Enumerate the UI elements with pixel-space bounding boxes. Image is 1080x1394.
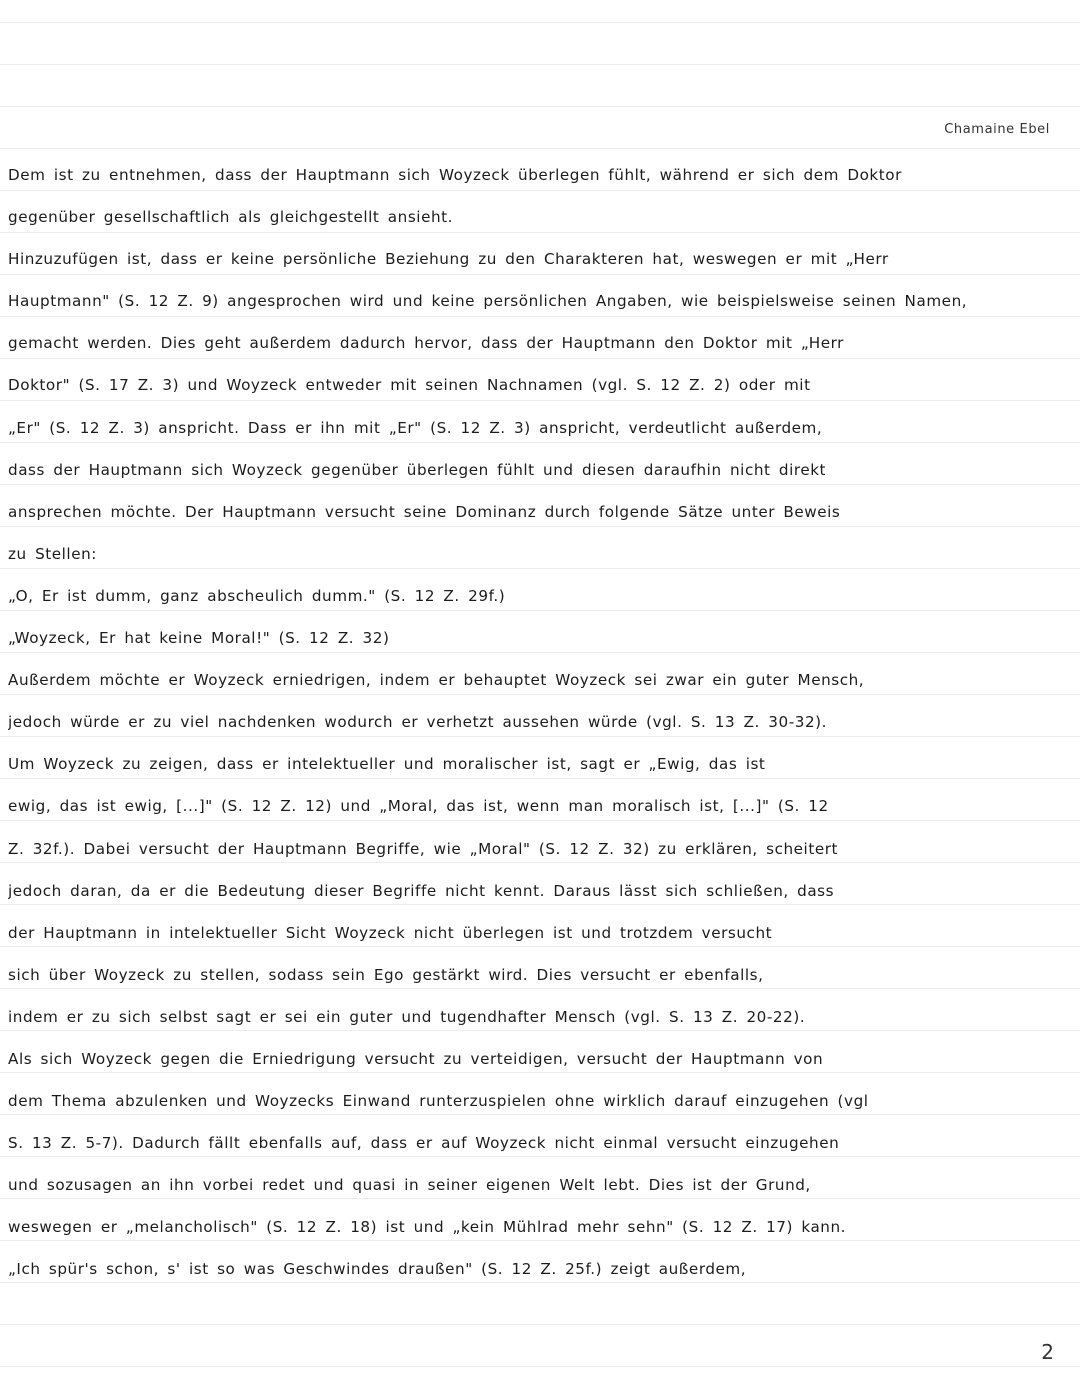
text-line: indem er zu sich selbst sagt er sei ein guter und tugendhafter Mensch (vgl. S. 13 Z. 20-22). — [8, 1007, 806, 1026]
text-lines — [8, 162, 1072, 1299]
quote-line: „Woyzeck, Er hat keine Moral!" (S. 12 Z. 32) — [8, 629, 390, 648]
text-line: Außerdem möchte er Woyzeck erniedrigen, indem er behauptet Woyzeck sei zwar ein guter Mensch, — [8, 671, 865, 690]
text-line: gegenüber gesellschaftlich als gleichgestellt ansieht. — [8, 208, 454, 227]
author-name: Chamaine Ebel — [944, 122, 1050, 137]
page-number: 2 — [1041, 1340, 1054, 1364]
text-line: Hinzuzufügen ist, dass er keine persönliche Beziehung zu den Charakteren hat, weswegen er mit „Herr — [8, 250, 889, 269]
text-line: ansprechen möchte. Der Hauptmann versucht seine Dominanz durch folgende Sätze unter Beweis — [8, 502, 841, 521]
quote-line: „O, Er ist dumm, ganz abscheulich dumm." (S. 12 Z. 29f.) — [8, 586, 506, 605]
text-line: Hauptmann" (S. 12 Z. 9) angesprochen wird und keine persönlichen Angaben, wie beispielsweise seinen Namen, — [8, 292, 968, 311]
text-line: Um Woyzeck zu zeigen, dass er intelektueller und moralischer ist, sagt er „Ewig, das ist — [8, 755, 766, 774]
text-line: gemacht werden. Dies geht außerdem dadurch hervor, dass der Hauptmann den Doktor mit „Herr — [8, 334, 844, 353]
text-line: „Ich spür's schon, s' ist so was Geschwindes draußen" (S. 12 Z. 25f.) zeigt außerdem, — [8, 1260, 747, 1279]
text-line: jedoch daran, da er die Bedeutung dieser Begriffe nicht kennt. Daraus lässt sich schließen, dass — [8, 881, 835, 900]
text-line: dem Thema abzulenken und Woyzecks Einwand runterzuspielen ohne wirklich darauf einzugehen (vgl — [8, 1092, 869, 1111]
text-line: sich über Woyzeck zu stellen, sodass sein Ego gestärkt wird. Dies versucht er ebenfalls, — [8, 965, 764, 984]
text-line: und sozusagen an ihn vorbei redet und quasi in seiner eigenen Welt lebt. Dies ist der Grund, — [8, 1176, 811, 1195]
text-line: zu Stellen: — [8, 544, 97, 563]
text-line: weswegen er „melancholisch" (S. 12 Z. 18) ist und „kein Mühlrad mehr sehn" (S. 12 Z. 17) kann. — [8, 1218, 847, 1237]
text-line: Doktor" (S. 17 Z. 3) und Woyzeck entweder mit seinen Nachnamen (vgl. S. 12 Z. 2) oder mit — [8, 376, 811, 395]
text-line: jedoch würde er zu viel nachdenken wodurch er verhetzt aussehen würde (vgl. S. 13 Z. 30-32). — [8, 713, 828, 732]
text-line: Dem ist zu entnehmen, dass der Hauptmann sich Woyzeck überlegen fühlt, während er sich dem Doktor — [8, 166, 902, 184]
text-line: „Er" (S. 12 Z. 3) anspricht. Dass er ihn mit „Er" (S. 12 Z. 3) anspricht, verdeutlicht außerdem, — [8, 418, 823, 437]
text-line: dass der Hauptmann sich Woyzeck gegenüber überlegen fühlt und diesen daraufhin nicht direkt — [8, 460, 827, 479]
text-line: Z. 32f.). Dabei versucht der Hauptmann Begriffe, wie „Moral" (S. 12 Z. 32) zu erklären, scheitert — [8, 839, 839, 858]
text-line: S. 13 Z. 5-7). Dadurch fällt ebenfalls auf, dass er auf Woyzeck nicht einmal versucht einzugehen — [8, 1134, 840, 1153]
text-line: der Hauptmann in intelektueller Sicht Woyzeck nicht überlegen ist und trotzdem versucht — [8, 923, 773, 942]
text-line: Als sich Woyzeck gegen die Erniedrigung versucht zu verteidigen, versucht der Hauptmann von — [8, 1049, 824, 1068]
text-line: ewig, das ist ewig, [...]" (S. 12 Z. 12) und „Moral, das ist, wenn man moralisch ist, [...]" (S. 12 — [8, 797, 829, 816]
